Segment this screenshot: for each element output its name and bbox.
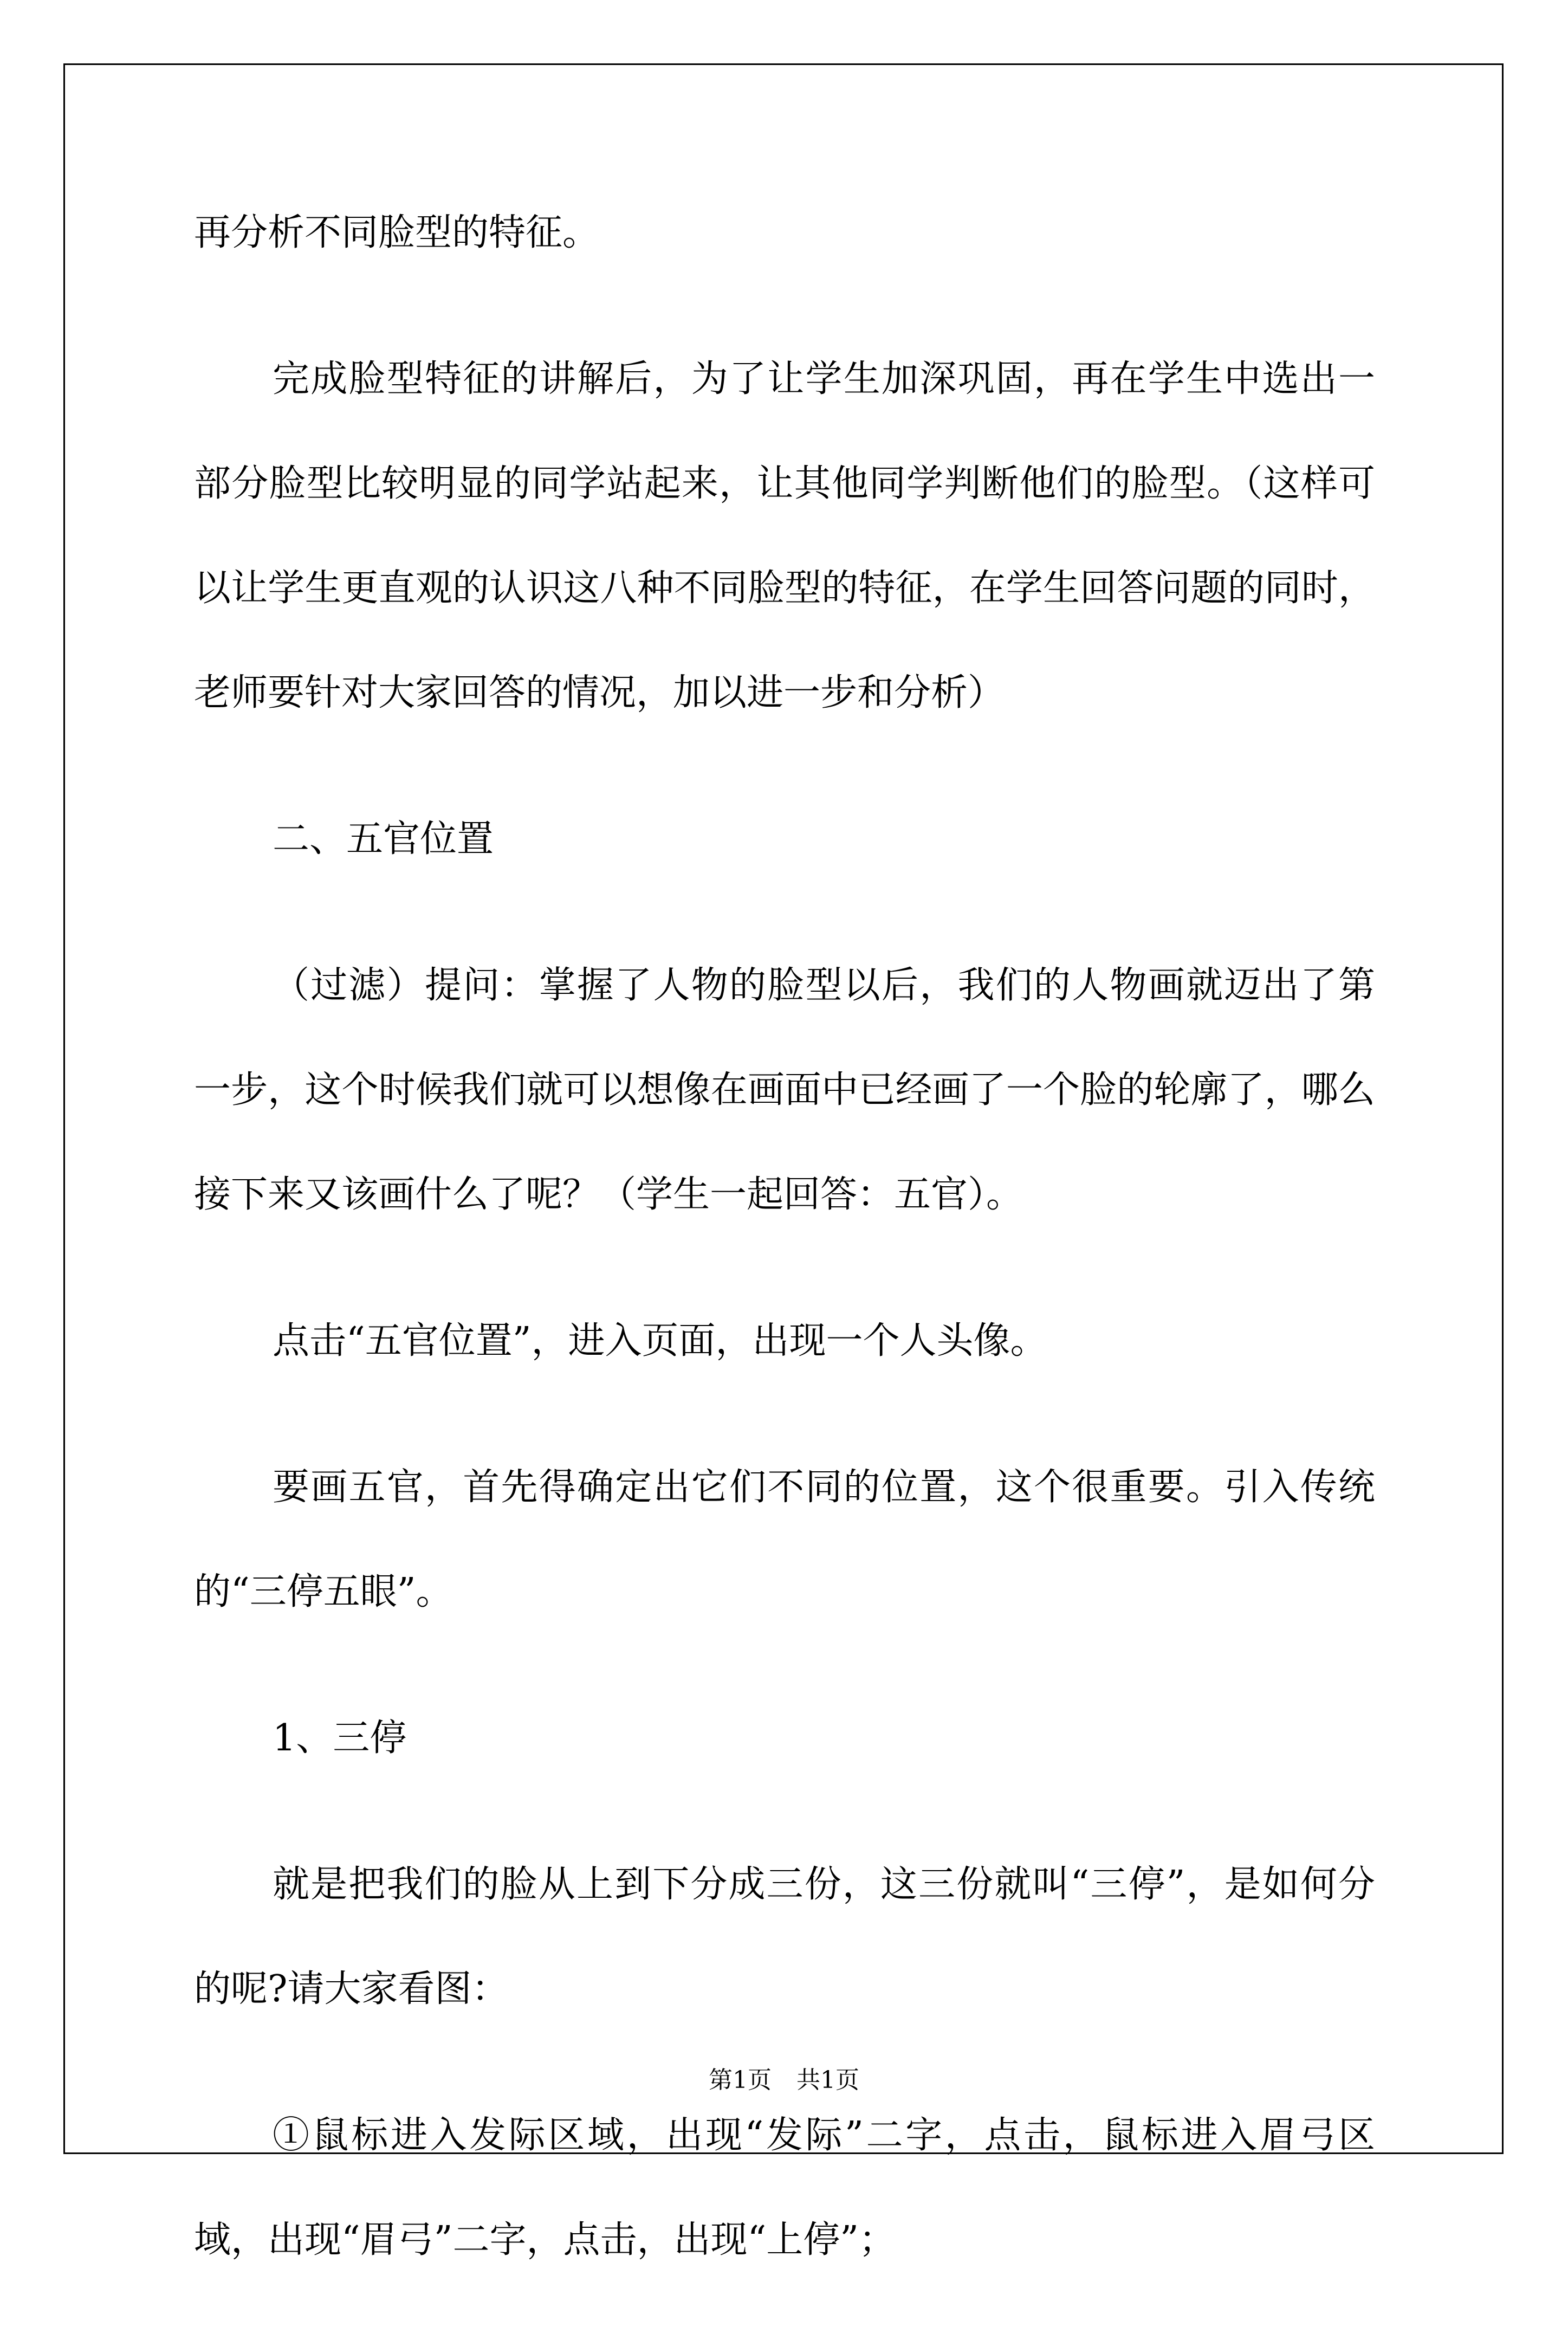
page-number: 第1页 (709, 2066, 772, 2094)
page-footer (0, 2060, 1568, 2095)
section-heading-facial-features: 二、五官位置 (273, 818, 494, 861)
paragraph-1: 再分析不同脸型的特征。 (194, 211, 600, 254)
paragraph-6: 就是把我们的脸从上到下分成三份，这三份就叫“三停”，是如何分的呢?请大家看图： (194, 1863, 1375, 2010)
paragraph-3: （过滤）提问：掌握了人物的脸型以后，我们的人物画就迈出了第一步，这个时候我们就可以想像在画面中已经画了一个脸的轮廓了，哪么接下来又该画什么了呢？（学生一起回答：五官）。 (194, 964, 1375, 1216)
paragraph-2: 完成脸型特征的讲解后，为了让学生加深巩固，再在学生中选出一部分脸型比较明显的同学站起来，让其他同学判断他们的脸型。（这样可以让学生更直观的认识这八种不同脸型的特征，在学生回答问题的同时，老师要针对大家回答的情况，加以进一步和分析） (194, 358, 1375, 714)
document-body (194, 211, 1375, 2334)
page-total: 共1页 (796, 2066, 859, 2094)
paragraph-7: ①鼠标进入发际区域，出现“发际”二字，点击，鼠标进入眉弓区域，出现“眉弓”二字，点击，出现“上停”； (194, 2114, 1375, 2261)
subheading-three-divisions: 1、三停 (273, 1717, 407, 1760)
paragraph-5: 要画五官，首先得确定出它们不同的位置，这个很重要。引入传统的“三停五眼”。 (194, 1466, 1375, 1613)
paragraph-4: 点击“五官位置”，进入页面，出现一个人头像。 (273, 1320, 1047, 1362)
